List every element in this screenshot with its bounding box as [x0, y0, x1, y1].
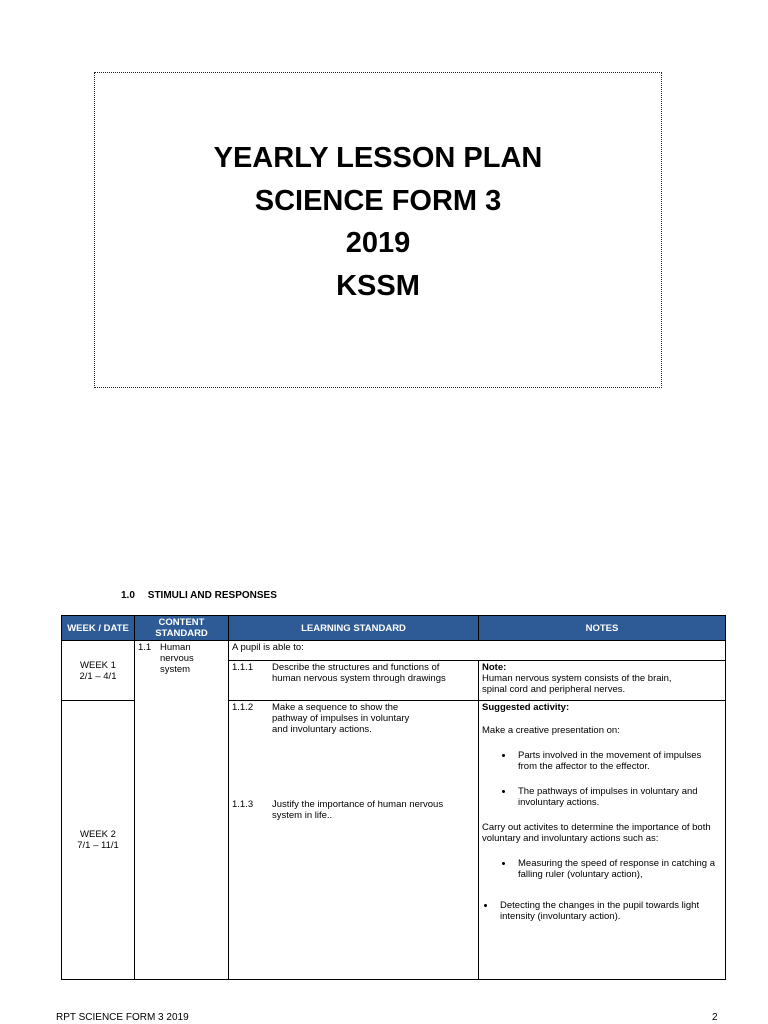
table-header-row — [62, 616, 726, 641]
section-heading — [121, 590, 277, 601]
list-item: • The pathways of impulses in voluntary and involuntary actions. — [514, 786, 708, 808]
intro-cell: A pupil is able to: — [229, 641, 726, 661]
note-text: Human nervous system consists of the brain, spinal cord and peripheral nerves. — [482, 673, 672, 695]
content-standard-code: 1.1 — [138, 642, 152, 653]
note-label: Note: — [482, 662, 507, 673]
learning-standard-cell — [229, 661, 479, 701]
title-line-4: KSSM — [336, 269, 420, 302]
header-learning-standard: LEARNING STANDARD — [229, 616, 479, 641]
table-row — [62, 641, 726, 661]
activity-intro: Make a creative presentation on: — [482, 725, 620, 736]
learning-standard-item — [232, 799, 475, 821]
page-number: 2 — [712, 1012, 718, 1023]
list-item: • Measuring the speed of response in catching a falling ruler (voluntary action), — [514, 858, 723, 880]
footer-document-title: RPT SCIENCE FORM 3 2019 — [56, 1012, 189, 1023]
list-item: • Detecting the changes in the pupil towards light intensity (involuntary action). — [496, 900, 700, 922]
activity-list-3 — [482, 900, 722, 922]
learning-standard-code: 1.1.3 — [232, 799, 254, 810]
activity-list — [482, 750, 722, 808]
learning-standard-code: 1.1.2 — [232, 702, 254, 713]
learning-standard-item — [232, 662, 475, 684]
title-box — [94, 72, 662, 388]
section-title: STIMULI AND RESPONSES — [147, 590, 277, 601]
learning-standard-item — [232, 702, 475, 799]
week-1-cell — [62, 641, 135, 701]
carry-out-text: Carry out activites to determine the importance of both voluntary and involuntary actions such as: — [482, 822, 711, 844]
content-standard-cell — [135, 641, 229, 980]
week-2-label: WEEK 2 — [80, 829, 116, 840]
notes-cell — [479, 701, 726, 980]
list-item: • Parts involved in the movement of impulses from the affector to the effector. — [514, 750, 708, 772]
learning-standard-cell — [229, 701, 479, 980]
title-line-3: 2019 — [345, 227, 411, 259]
week-2-cell — [62, 701, 135, 980]
week-1-label: WEEK 1 — [80, 659, 116, 671]
content-standard-text: Human nervous system — [160, 642, 194, 675]
title-line-1: YEARLY LESSON PLAN — [213, 142, 543, 174]
document-title — [95, 137, 661, 307]
suggested-activity-label: Suggested activity: — [482, 702, 570, 713]
activity-list-2 — [482, 858, 722, 880]
learning-standard-code: 1.1.1 — [232, 662, 254, 673]
header-content-standard: CONTENT STANDARD — [135, 616, 229, 641]
week-1-date: 2/1 – 4/1 — [79, 670, 117, 682]
header-notes: NOTES — [479, 616, 726, 641]
header-week-date: WEEK / DATE — [62, 616, 135, 641]
learning-standard-text: Justify the importance of human nervous system in life.. — [272, 799, 444, 821]
week-2-date: 7/1 – 11/1 — [77, 840, 119, 851]
title-line-2: SCIENCE FORM 3 — [254, 184, 502, 217]
section-number: 1.0 — [121, 590, 135, 601]
learning-standard-text: Describe the structures and functions of human nervous system through drawings — [272, 662, 446, 684]
learning-standard-text: Make a sequence to show the pathway of impulses in voluntary and involuntary actions. — [272, 702, 410, 735]
lesson-plan-table — [61, 615, 726, 980]
notes-cell — [479, 661, 726, 701]
